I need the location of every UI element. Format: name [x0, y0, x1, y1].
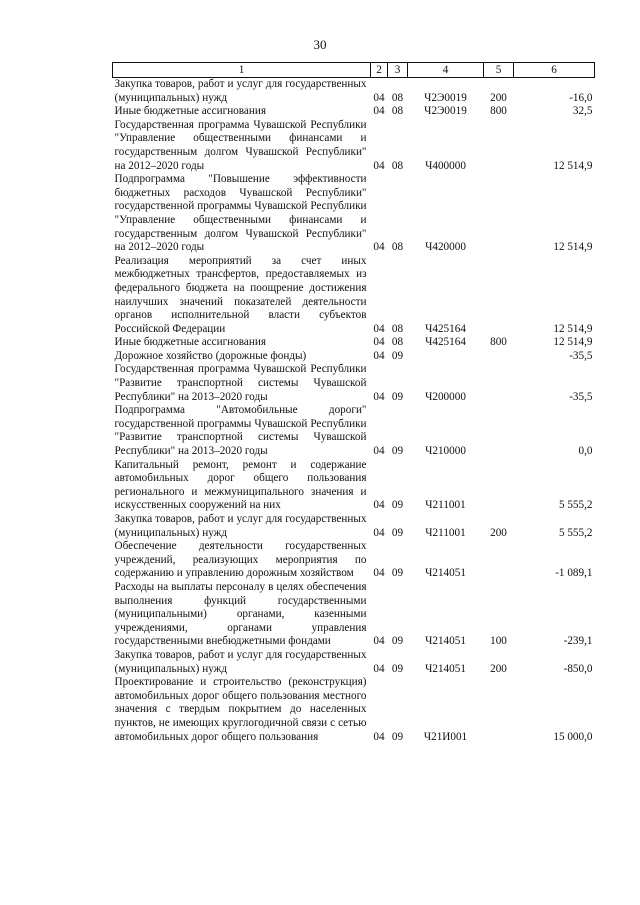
row-subsection: 09 — [391, 662, 404, 675]
row-amount: 12 514,9 — [553, 322, 593, 335]
row-section: 04 — [373, 349, 385, 362]
row-expense-type: 100 — [490, 635, 507, 648]
row-section: 04 — [373, 241, 385, 254]
row-name: Подпрограмма "Автомобильные дороги" государственной программы Чувашской Республики "Развитие транспортной системы Чувашской Республики" на 2013–2020 годы — [114, 404, 367, 458]
row-subsection: 09 — [391, 730, 404, 743]
row-name: Расходы на выплаты персоналу в целях обеспечения выполнения функций государственными (муниципальными) органами, казенными учреждениями, органами управления государственными внебюджетными фондами — [114, 580, 367, 648]
table-row — [113, 119, 595, 173]
row-name: Закупка товаров, работ и услуг для государственных (муниципальных) нужд — [114, 648, 367, 675]
row-subsection: 09 — [391, 499, 404, 512]
row-target-code: Ч400000 — [425, 159, 466, 172]
row-section: 04 — [373, 390, 385, 403]
table-body — [113, 78, 595, 745]
row-subsection: 09 — [391, 526, 404, 539]
row-subsection: 08 — [391, 241, 404, 254]
row-name: Подпрограмма "Повышение эффективности бюджетных расходов Чувашской Республики" государственной программы Чувашской Республики "Управление общественными финансами и государственным долгом Чувашской Республики" на 2012–2020 годы — [114, 173, 367, 254]
row-name: Государственная программа Чувашской Республики "Управление общественными финансами и государственным долгом Чувашской Республики" на 2012–2020 годы — [114, 118, 367, 172]
row-target-code: Ч2Э0019 — [424, 105, 467, 118]
row-expense-type — [484, 350, 514, 364]
row-target-code: Ч200000 — [425, 390, 466, 403]
row-subsection: 09 — [391, 349, 404, 362]
row-section: 04 — [373, 635, 385, 648]
row-name: Закупка товаров, работ и услуг для государственных (муниципальных) нужд — [114, 78, 367, 104]
row-section: 04 — [373, 336, 385, 349]
row-section: 04 — [373, 322, 385, 335]
header-col-5: 5 — [484, 63, 514, 78]
row-target-code: Ч210000 — [425, 445, 466, 458]
row-section: 04 — [373, 159, 385, 172]
row-name: Иные бюджетные ассигнования — [114, 105, 266, 118]
row-amount: -239,1 — [563, 635, 593, 648]
row-expense-type — [484, 676, 514, 744]
row-subsection: 09 — [391, 635, 404, 648]
row-amount: 12 514,9 — [553, 159, 593, 172]
table-row — [113, 255, 595, 337]
row-name: Дорожное хозяйство (дорожные фонды) — [114, 349, 307, 362]
table-row — [113, 581, 595, 649]
row-expense-type — [484, 363, 514, 404]
row-amount: 5 555,2 — [558, 526, 593, 539]
row-amount: -35,5 — [569, 390, 593, 403]
row-amount: -1 089,1 — [555, 567, 593, 580]
row-name: Закупка товаров, работ и услуг для государственных (муниципальных) нужд — [114, 513, 367, 539]
row-name: Обеспечение деятельности государственных учреждений, реализующих мероприятия по содержанию и управлению дорожным хозяйством — [114, 540, 367, 580]
table-row — [113, 513, 595, 540]
row-subsection: 09 — [391, 445, 404, 458]
row-subsection: 08 — [391, 105, 404, 118]
row-expense-type: 200 — [490, 662, 507, 675]
row-section: 04 — [373, 567, 385, 580]
header-col-6: 6 — [514, 63, 595, 78]
row-expense-type — [484, 255, 514, 337]
row-subsection: 09 — [391, 390, 404, 403]
header-col-3: 3 — [388, 63, 408, 78]
row-section: 04 — [373, 730, 385, 743]
row-name: Иные бюджетные ассигнования — [114, 336, 266, 349]
row-name: Проектирование и строительство (реконструкция) автомобильных дорог общего пользования местного значения с твердым покрытием до населенных пунктов, не имеющих круглогодичной связи с сетью автомобильных дорог общего пользования — [114, 676, 367, 743]
row-name: Реализация мероприятий за счет иных межбюджетных трансфертов, предоставляемых из федерального бюджета на поощрение достижения наилучших значений показателей деятельности органов исполнительной власти субъектов Российской Федерации — [114, 254, 367, 335]
table-row — [113, 336, 595, 350]
row-subsection: 08 — [391, 91, 404, 104]
row-expense-type: 800 — [490, 105, 507, 118]
row-target-code: Ч420000 — [425, 241, 466, 254]
row-target-code: Ч211001 — [425, 499, 466, 512]
row-amount: -35,5 — [569, 349, 593, 362]
table-row — [113, 350, 595, 364]
table-row — [113, 105, 595, 119]
row-target-code: Ч211001 — [425, 526, 466, 539]
row-expense-type — [484, 459, 514, 513]
row-section: 04 — [373, 662, 385, 675]
row-target-code: Ч21И001 — [423, 730, 468, 743]
row-target-code: Ч425164 — [425, 336, 466, 349]
row-target-code — [408, 350, 484, 364]
table-row — [113, 78, 595, 106]
header-col-1: 1 — [113, 63, 371, 78]
row-target-code: Ч425164 — [425, 322, 466, 335]
row-amount: 0,0 — [578, 445, 593, 458]
row-target-code: Ч2Э0019 — [424, 91, 467, 104]
row-name: Капитальный ремонт, ремонт и содержание автомобильных дорог общего пользования регионального и межмуниципального значения и искусственных сооружений на них — [114, 458, 367, 512]
table-row — [113, 363, 595, 404]
row-subsection: 08 — [391, 322, 404, 335]
table-row — [113, 540, 595, 581]
table-row — [113, 676, 595, 744]
row-name: Государственная программа Чувашской Республики "Развитие транспортной системы Чувашской Республики" на 2013–2020 годы — [114, 363, 367, 403]
row-amount: 15 000,0 — [553, 730, 593, 743]
budget-table — [112, 62, 595, 744]
row-amount: -16,0 — [569, 91, 593, 104]
row-amount: 12 514,9 — [553, 336, 593, 349]
row-subsection: 08 — [391, 336, 404, 349]
table-row — [113, 404, 595, 458]
row-section: 04 — [373, 91, 385, 104]
row-expense-type: 800 — [490, 336, 507, 349]
row-amount: 5 555,2 — [558, 499, 593, 512]
row-amount: 32,5 — [572, 105, 593, 118]
row-section: 04 — [373, 105, 385, 118]
row-expense-type: 200 — [490, 526, 507, 539]
row-expense-type — [484, 404, 514, 458]
header-col-4: 4 — [408, 63, 484, 78]
row-expense-type: 200 — [490, 91, 507, 104]
table-header — [113, 63, 595, 78]
table-row — [113, 173, 595, 255]
row-subsection: 08 — [391, 159, 404, 172]
page-number: 30 — [313, 37, 327, 52]
row-section: 04 — [373, 499, 385, 512]
row-expense-type — [484, 119, 514, 173]
table-row — [113, 649, 595, 676]
row-subsection: 09 — [391, 567, 404, 580]
row-expense-type — [484, 540, 514, 581]
header-row — [113, 63, 595, 78]
row-expense-type — [484, 173, 514, 255]
row-target-code: Ч214051 — [425, 567, 466, 580]
row-target-code: Ч214051 — [425, 662, 466, 675]
header-col-2: 2 — [371, 63, 388, 78]
row-target-code: Ч214051 — [425, 635, 466, 648]
table-row — [113, 459, 595, 513]
row-amount: -850,0 — [563, 662, 593, 675]
row-section: 04 — [373, 445, 385, 458]
row-section: 04 — [373, 526, 385, 539]
row-amount: 12 514,9 — [553, 241, 593, 254]
